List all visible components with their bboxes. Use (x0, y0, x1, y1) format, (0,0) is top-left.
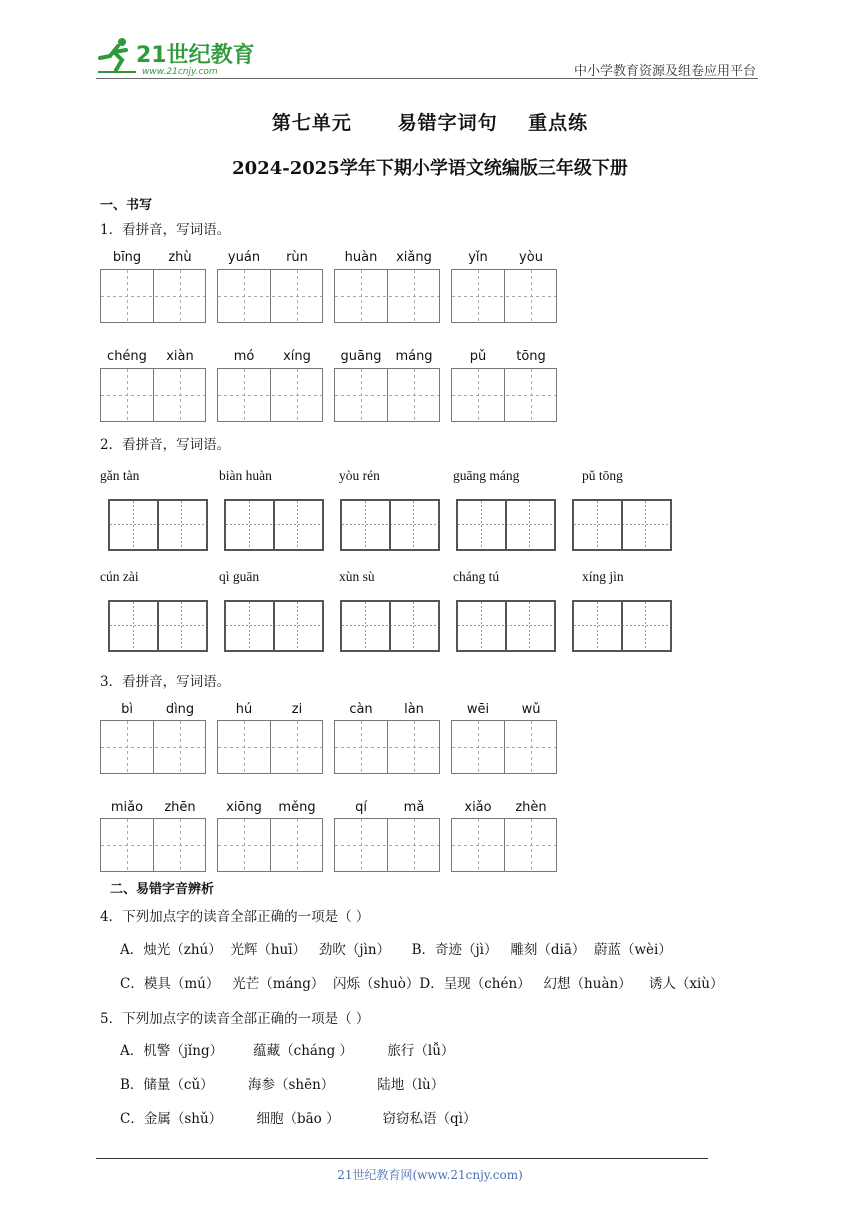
pinyin-syllable: qí (355, 800, 367, 815)
pinyin-syllable: miǎo (110, 800, 144, 815)
writing-box[interactable] (108, 600, 208, 652)
writing-box[interactable] (456, 600, 556, 652)
pinyin-syllable: zi (291, 702, 303, 717)
pinyin-syllable: bīng (112, 250, 142, 265)
pinyin-syllable: mǎ (403, 800, 425, 815)
pinyin-syllable: xiàn (166, 349, 194, 364)
writing-grid[interactable] (217, 818, 323, 872)
writing-grid[interactable] (100, 269, 206, 323)
question-4-prompt: 4．下列加点字的读音全部正确的一项是（ ） (100, 909, 370, 925)
section-heading-writing: 一、书写 (100, 198, 153, 213)
writing-box[interactable] (340, 499, 440, 551)
site-logo (96, 34, 256, 78)
question-3-prompt: 3．看拼音，写词语。 (100, 674, 231, 690)
pinyin-syllable: hú (235, 702, 253, 717)
writing-grid[interactable] (217, 368, 323, 422)
pinyin-label: gǎn tàn (100, 468, 140, 483)
writing-grid[interactable] (451, 720, 557, 774)
pinyin-syllable: yǐn (468, 250, 488, 265)
writing-grid[interactable] (451, 818, 557, 872)
pinyin-syllable: xiǎo (464, 800, 492, 815)
pinyin-syllable: yòu (519, 250, 543, 265)
pinyin-syllable: wēi (466, 702, 490, 717)
writing-grid[interactable] (217, 269, 323, 323)
writing-box[interactable] (108, 499, 208, 551)
pinyin-syllable: dìng (165, 702, 195, 717)
writing-grid[interactable] (217, 720, 323, 774)
footer-text: 21世纪教育网(www.21cnjy.com) (337, 1168, 523, 1182)
pinyin-syllable: bì (121, 702, 133, 717)
question-4-options-ab: A．烛光（zhú） 光辉（huī） 劲吹（jìn） B．奇迹（jì） 雕刻（diā） 蔚蓝（wèi） (120, 942, 672, 958)
writing-box[interactable] (340, 600, 440, 652)
platform-name: 中小学教育资源及组卷应用平台 (573, 64, 756, 79)
pinyin-syllable: měng (278, 800, 316, 815)
question-5-option-a: A．机警（jǐng） 蕴藏（cháng ） 旅行（lǚ） (120, 1043, 455, 1059)
question-2-prompt: 2．看拼音，写词语。 (100, 437, 231, 453)
pinyin-label: cháng tú (453, 569, 500, 584)
pinyin-syllable: mó (233, 349, 255, 364)
pinyin-syllable: tōng (516, 349, 546, 364)
writing-box[interactable] (572, 499, 672, 551)
pinyin-syllable: xiōng (226, 800, 262, 815)
writing-grid[interactable] (334, 720, 440, 774)
writing-grid[interactable] (334, 818, 440, 872)
footer-divider (96, 1158, 708, 1159)
runner-icon (98, 38, 136, 72)
writing-grid[interactable] (100, 720, 206, 774)
writing-box[interactable] (572, 600, 672, 652)
header-divider (96, 78, 758, 79)
pinyin-label: pǔ tōng (582, 468, 623, 483)
writing-grid[interactable] (334, 269, 440, 323)
writing-grid[interactable] (451, 368, 557, 422)
svg-text:www.21cnjy.com: www.21cnjy.com (142, 67, 218, 77)
pinyin-label: biàn huàn (219, 468, 272, 483)
writing-grid[interactable] (451, 269, 557, 323)
svg-text:21世纪教育: 21世纪教育 (136, 43, 255, 68)
pinyin-syllable: xiǎng (396, 250, 432, 265)
pinyin-syllable: zhèn (515, 800, 547, 815)
pinyin-syllable: zhù (168, 250, 192, 265)
writing-box[interactable] (224, 499, 324, 551)
page-title: 第七单元 易错字词句 重点练 (271, 112, 589, 134)
pinyin-label: xùn sù (339, 569, 375, 584)
writing-grid[interactable] (334, 368, 440, 422)
pinyin-syllable: rùn (286, 250, 308, 265)
pinyin-syllable: zhēn (164, 800, 196, 815)
question-5-option-b: B．储量（cǔ） 海参（shēn） 陆地（lù） (120, 1077, 445, 1093)
pinyin-syllable: máng (395, 349, 433, 364)
pinyin-syllable: xíng (283, 349, 311, 364)
pinyin-syllable: wǔ (521, 702, 541, 717)
page-subtitle: 2024-2025学年下期小学语文统编版三年级下册 (232, 158, 628, 179)
writing-box[interactable] (224, 600, 324, 652)
pinyin-syllable: yuán (227, 250, 261, 265)
pinyin-syllable: huàn (344, 250, 378, 265)
pinyin-syllable: guāng (340, 349, 382, 364)
section-heading-pronunciation: 二、易错字音辨析 (110, 882, 215, 897)
pinyin-label: xíng jìn (582, 569, 624, 584)
question-1-prompt: 1．看拼音，写词语。 (100, 222, 231, 238)
question-4-options-cd: C．模具（mú） 光芒（máng） 闪烁（shuò）D．呈现（chén） 幻想（huàn） 诱人（xiù） (120, 976, 724, 992)
pinyin-syllable: pǔ (469, 349, 487, 364)
pinyin-label: cún zài (100, 569, 139, 584)
question-5-option-c: C．金属（shǔ） 细胞（bāo ） 窃窃私语（qì） (120, 1111, 477, 1127)
pinyin-label: guāng máng (453, 468, 520, 483)
pinyin-label: yòu rén (339, 468, 380, 483)
question-5-prompt: 5．下列加点字的读音全部正确的一项是（ ） (100, 1011, 370, 1027)
writing-grid[interactable] (100, 368, 206, 422)
pinyin-label: qì guān (219, 569, 260, 584)
pinyin-syllable: làn (404, 702, 424, 717)
writing-grid[interactable] (100, 818, 206, 872)
pinyin-syllable: chéng (107, 349, 147, 364)
pinyin-syllable: càn (349, 702, 373, 717)
writing-box[interactable] (456, 499, 556, 551)
